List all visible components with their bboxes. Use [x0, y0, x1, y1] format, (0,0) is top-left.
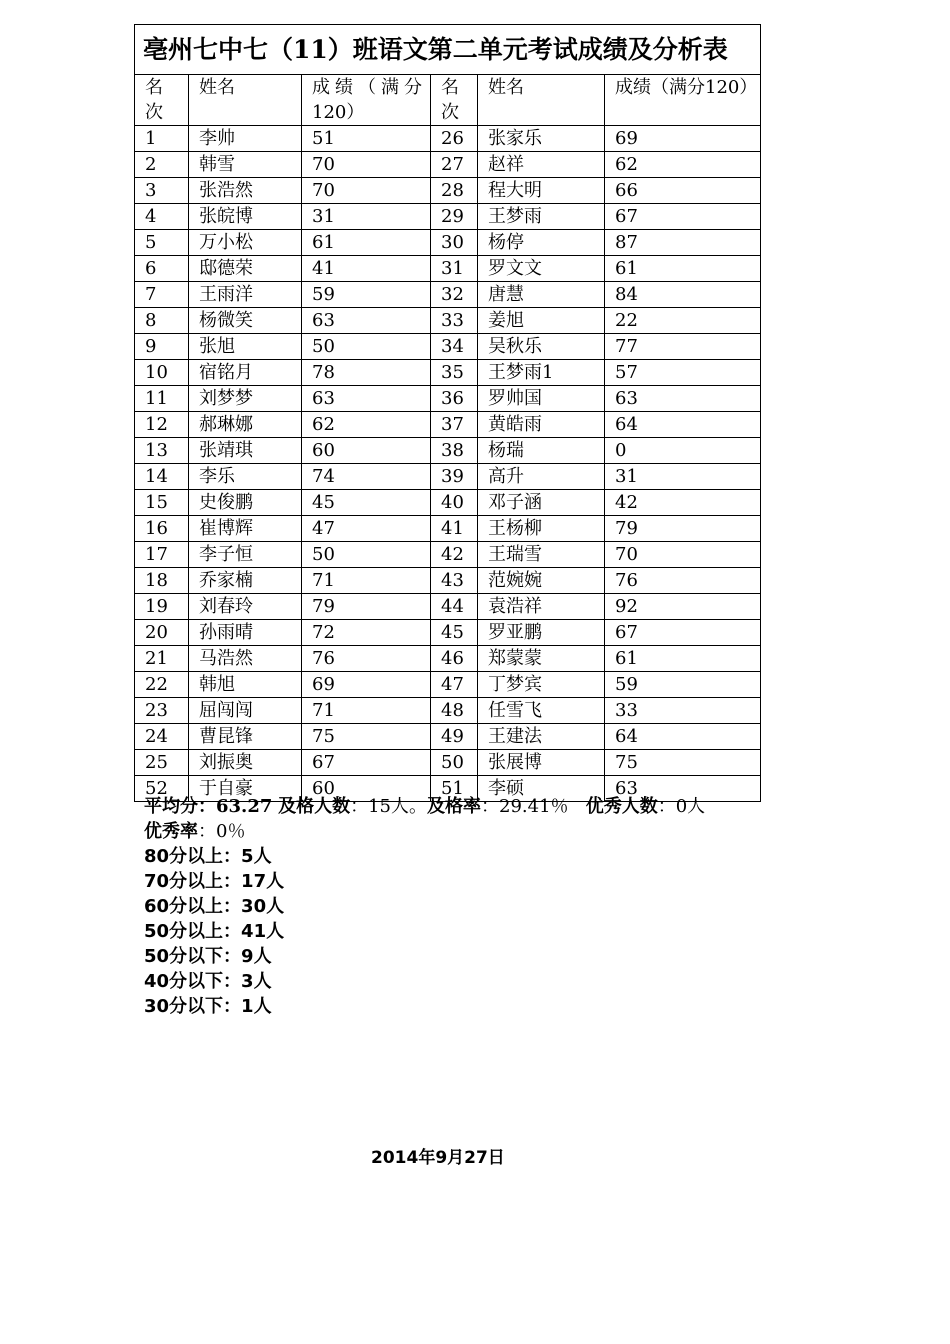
- header-name-left: 姓名: [189, 75, 302, 126]
- table-row: [135, 464, 761, 490]
- cell-score-right: 66: [605, 178, 761, 204]
- pass-rate-label: 及格率: [427, 796, 482, 817]
- cell-score-left: 50: [302, 334, 431, 360]
- cell-name-left: 李子恒: [189, 542, 302, 568]
- table-row: [135, 490, 761, 516]
- average-label: 平均分：: [144, 796, 216, 817]
- cell-score-left: 51: [302, 126, 431, 152]
- cell-name-left: 刘振奥: [189, 750, 302, 776]
- cell-score-left: 41: [302, 256, 431, 282]
- cell-name-left: 于自豪: [189, 776, 302, 802]
- cell-rank-right: 32: [431, 282, 478, 308]
- cell-rank-right: 38: [431, 438, 478, 464]
- cell-rank-left: 5: [135, 230, 189, 256]
- cell-rank-right: 26: [431, 126, 478, 152]
- cell-name-right: 姜旭: [478, 308, 605, 334]
- cell-rank-left: 13: [135, 438, 189, 464]
- cell-name-left: 王雨洋: [189, 282, 302, 308]
- cell-score-left: 76: [302, 646, 431, 672]
- grades-table: [134, 24, 761, 802]
- cell-score-left: 62: [302, 412, 431, 438]
- table-row: [135, 126, 761, 152]
- cell-rank-left: 1: [135, 126, 189, 152]
- pass-count-value: ：15人。: [350, 796, 428, 817]
- cell-score-right: 76: [605, 568, 761, 594]
- cell-rank-right: 39: [431, 464, 478, 490]
- cell-rank-right: 34: [431, 334, 478, 360]
- cell-name-left: 刘梦梦: [189, 386, 302, 412]
- table-row: [135, 646, 761, 672]
- cell-rank-left: 24: [135, 724, 189, 750]
- grade-sheet: [134, 24, 760, 802]
- cell-rank-right: 33: [431, 308, 478, 334]
- cell-name-left: 马浩然: [189, 646, 302, 672]
- cell-name-right: 王建法: [478, 724, 605, 750]
- cell-name-right: 任雪飞: [478, 698, 605, 724]
- cell-rank-right: 43: [431, 568, 478, 594]
- cell-score-right: 57: [605, 360, 761, 386]
- excellent-count-label: 优秀人数: [585, 796, 658, 817]
- cell-rank-left: 16: [135, 516, 189, 542]
- score-band-60: 60分以上：30人: [144, 896, 285, 917]
- cell-score-right: 77: [605, 334, 761, 360]
- cell-name-left: 李帅: [189, 126, 302, 152]
- cell-name-left: 崔博辉: [189, 516, 302, 542]
- cell-rank-left: 9: [135, 334, 189, 360]
- cell-rank-left: 11: [135, 386, 189, 412]
- cell-rank-right: 36: [431, 386, 478, 412]
- cell-score-left: 63: [302, 386, 431, 412]
- cell-rank-left: 4: [135, 204, 189, 230]
- cell-name-left: 杨微笑: [189, 308, 302, 334]
- cell-rank-left: 23: [135, 698, 189, 724]
- cell-name-right: 张展博: [478, 750, 605, 776]
- cell-score-left: 45: [302, 490, 431, 516]
- cell-name-right: 郑蒙蒙: [478, 646, 605, 672]
- cell-rank-right: 44: [431, 594, 478, 620]
- cell-score-left: 60: [302, 776, 431, 802]
- cell-name-left: 李乐: [189, 464, 302, 490]
- table-row: [135, 620, 761, 646]
- cell-name-left: 邸德荣: [189, 256, 302, 282]
- cell-score-right: 59: [605, 672, 761, 698]
- cell-score-right: 79: [605, 516, 761, 542]
- header-rank-right: 名次: [431, 75, 478, 126]
- cell-score-left: 60: [302, 438, 431, 464]
- cell-name-left: 孙雨晴: [189, 620, 302, 646]
- cell-name-right: 赵祥: [478, 152, 605, 178]
- cell-rank-left: 22: [135, 672, 189, 698]
- cell-name-left: 韩雪: [189, 152, 302, 178]
- cell-rank-left: 8: [135, 308, 189, 334]
- cell-rank-left: 15: [135, 490, 189, 516]
- cell-name-left: 张浩然: [189, 178, 302, 204]
- cell-name-left: 韩旭: [189, 672, 302, 698]
- table-row: [135, 256, 761, 282]
- cell-score-right: 0: [605, 438, 761, 464]
- table-row: [135, 750, 761, 776]
- cell-name-right: 黄皓雨: [478, 412, 605, 438]
- cell-rank-right: 50: [431, 750, 478, 776]
- cell-rank-right: 35: [431, 360, 478, 386]
- cell-name-right: 张家乐: [478, 126, 605, 152]
- table-row: [135, 334, 761, 360]
- score-band-30-down: 30分以下：1人: [144, 996, 272, 1017]
- cell-rank-left: 7: [135, 282, 189, 308]
- table-row: [135, 542, 761, 568]
- table-row: [135, 152, 761, 178]
- cell-score-left: 63: [302, 308, 431, 334]
- table-row: [135, 308, 761, 334]
- cell-rank-left: 18: [135, 568, 189, 594]
- cell-rank-right: 37: [431, 412, 478, 438]
- cell-score-left: 50: [302, 542, 431, 568]
- score-band-50-down: 50分以下：9人: [144, 946, 272, 967]
- cell-rank-left: 14: [135, 464, 189, 490]
- cell-rank-left: 17: [135, 542, 189, 568]
- cell-score-right: 64: [605, 412, 761, 438]
- table-row: [135, 438, 761, 464]
- cell-rank-right: 31: [431, 256, 478, 282]
- table-row: [135, 360, 761, 386]
- table-row: [135, 594, 761, 620]
- score-band-50-up: 50分以上：41人: [144, 921, 285, 942]
- cell-score-left: 31: [302, 204, 431, 230]
- cell-name-right: 丁梦宾: [478, 672, 605, 698]
- cell-rank-left: 19: [135, 594, 189, 620]
- cell-rank-left: 20: [135, 620, 189, 646]
- excellent-rate-label: 优秀率: [144, 821, 198, 842]
- cell-name-left: 张皖博: [189, 204, 302, 230]
- cell-rank-right: 45: [431, 620, 478, 646]
- header-score-right: 成绩（满分120）: [605, 75, 761, 126]
- cell-rank-left: 52: [135, 776, 189, 802]
- average-value: 63.27: [216, 796, 273, 817]
- cell-score-left: 70: [302, 178, 431, 204]
- cell-rank-left: 25: [135, 750, 189, 776]
- cell-name-left: 刘春玲: [189, 594, 302, 620]
- cell-score-right: 84: [605, 282, 761, 308]
- cell-score-right: 69: [605, 126, 761, 152]
- table-row: [135, 516, 761, 542]
- cell-name-right: 唐慧: [478, 282, 605, 308]
- cell-score-left: 61: [302, 230, 431, 256]
- score-band-40-down: 40分以下：3人: [144, 971, 272, 992]
- cell-score-right: 67: [605, 204, 761, 230]
- cell-name-right: 罗帅国: [478, 386, 605, 412]
- cell-score-right: 31: [605, 464, 761, 490]
- cell-score-right: 61: [605, 256, 761, 282]
- cell-score-right: 75: [605, 750, 761, 776]
- cell-name-right: 杨停: [478, 230, 605, 256]
- cell-rank-right: 42: [431, 542, 478, 568]
- score-band-70: 70分以上：17人: [144, 871, 285, 892]
- cell-name-right: 罗文文: [478, 256, 605, 282]
- cell-name-right: 高升: [478, 464, 605, 490]
- cell-name-right: 邓子涵: [478, 490, 605, 516]
- cell-name-right: 王梦雨: [478, 204, 605, 230]
- cell-rank-right: 48: [431, 698, 478, 724]
- cell-score-right: 62: [605, 152, 761, 178]
- table-row: [135, 672, 761, 698]
- cell-name-right: 杨瑞: [478, 438, 605, 464]
- pass-rate-value: ：29.41％: [481, 796, 569, 817]
- excellent-rate-value: ：0％: [198, 821, 246, 842]
- summary-stats-line: [144, 794, 764, 819]
- cell-rank-right: 51: [431, 776, 478, 802]
- table-row: [135, 282, 761, 308]
- cell-name-left: 万小松: [189, 230, 302, 256]
- cell-rank-left: 3: [135, 178, 189, 204]
- table-row: [135, 412, 761, 438]
- score-band-80: 80分以上：5人: [144, 846, 272, 867]
- cell-rank-left: 2: [135, 152, 189, 178]
- cell-rank-right: 29: [431, 204, 478, 230]
- cell-score-left: 67: [302, 750, 431, 776]
- cell-score-left: 70: [302, 152, 431, 178]
- table-row: [135, 178, 761, 204]
- cell-score-right: 22: [605, 308, 761, 334]
- cell-rank-right: 28: [431, 178, 478, 204]
- table-title: 亳州七中七（11）班语文第二单元考试成绩及分析表: [135, 25, 761, 75]
- header-row: [135, 75, 761, 126]
- cell-rank-left: 10: [135, 360, 189, 386]
- cell-score-left: 47: [302, 516, 431, 542]
- cell-rank-right: 47: [431, 672, 478, 698]
- cell-name-left: 屈闯闯: [189, 698, 302, 724]
- cell-name-right: 王瑞雪: [478, 542, 605, 568]
- cell-rank-right: 40: [431, 490, 478, 516]
- table-row: [135, 204, 761, 230]
- cell-score-right: 92: [605, 594, 761, 620]
- cell-score-left: 74: [302, 464, 431, 490]
- cell-score-right: 70: [605, 542, 761, 568]
- cell-name-right: 程大明: [478, 178, 605, 204]
- cell-rank-right: 27: [431, 152, 478, 178]
- excellent-count-value: ：0人: [657, 796, 706, 817]
- cell-rank-right: 41: [431, 516, 478, 542]
- cell-name-right: 吴秋乐: [478, 334, 605, 360]
- cell-name-left: 曹昆锋: [189, 724, 302, 750]
- cell-score-left: 75: [302, 724, 431, 750]
- header-rank-left: 名次: [135, 75, 189, 126]
- cell-name-right: 王梦雨1: [478, 360, 605, 386]
- cell-score-right: 63: [605, 776, 761, 802]
- cell-name-left: 宿铭月: [189, 360, 302, 386]
- table-row: [135, 386, 761, 412]
- summary-section: [144, 794, 764, 1019]
- cell-score-right: 64: [605, 724, 761, 750]
- cell-score-left: 59: [302, 282, 431, 308]
- cell-rank-left: 12: [135, 412, 189, 438]
- cell-score-left: 71: [302, 568, 431, 594]
- table-row: [135, 568, 761, 594]
- cell-name-left: 张旭: [189, 334, 302, 360]
- header-name-right: 姓名: [478, 75, 605, 126]
- cell-name-left: 乔家楠: [189, 568, 302, 594]
- cell-score-left: 79: [302, 594, 431, 620]
- cell-rank-left: 6: [135, 256, 189, 282]
- cell-score-right: 63: [605, 386, 761, 412]
- table-row: [135, 230, 761, 256]
- excellent-rate-line: [144, 819, 764, 844]
- cell-name-right: 范婉婉: [478, 568, 605, 594]
- cell-score-left: 78: [302, 360, 431, 386]
- pass-count-label: 及格人数: [278, 796, 351, 817]
- cell-score-left: 72: [302, 620, 431, 646]
- cell-score-right: 87: [605, 230, 761, 256]
- cell-name-left: 张靖琪: [189, 438, 302, 464]
- cell-score-right: 33: [605, 698, 761, 724]
- cell-name-right: 袁浩祥: [478, 594, 605, 620]
- cell-rank-right: 30: [431, 230, 478, 256]
- cell-name-right: 王杨柳: [478, 516, 605, 542]
- header-score-left: 成绩（满分120）: [302, 75, 431, 126]
- cell-score-left: 69: [302, 672, 431, 698]
- table-row: [135, 724, 761, 750]
- cell-rank-right: 46: [431, 646, 478, 672]
- cell-name-left: 史俊鹏: [189, 490, 302, 516]
- table-row: [135, 698, 761, 724]
- cell-name-right: 罗亚鹏: [478, 620, 605, 646]
- cell-name-right: 李硕: [478, 776, 605, 802]
- cell-rank-right: 49: [431, 724, 478, 750]
- cell-score-right: 67: [605, 620, 761, 646]
- cell-score-right: 42: [605, 490, 761, 516]
- cell-score-left: 71: [302, 698, 431, 724]
- cell-score-right: 61: [605, 646, 761, 672]
- cell-name-left: 郝琳娜: [189, 412, 302, 438]
- document-date: 2014年9月27日: [371, 1148, 505, 1168]
- cell-rank-left: 21: [135, 646, 189, 672]
